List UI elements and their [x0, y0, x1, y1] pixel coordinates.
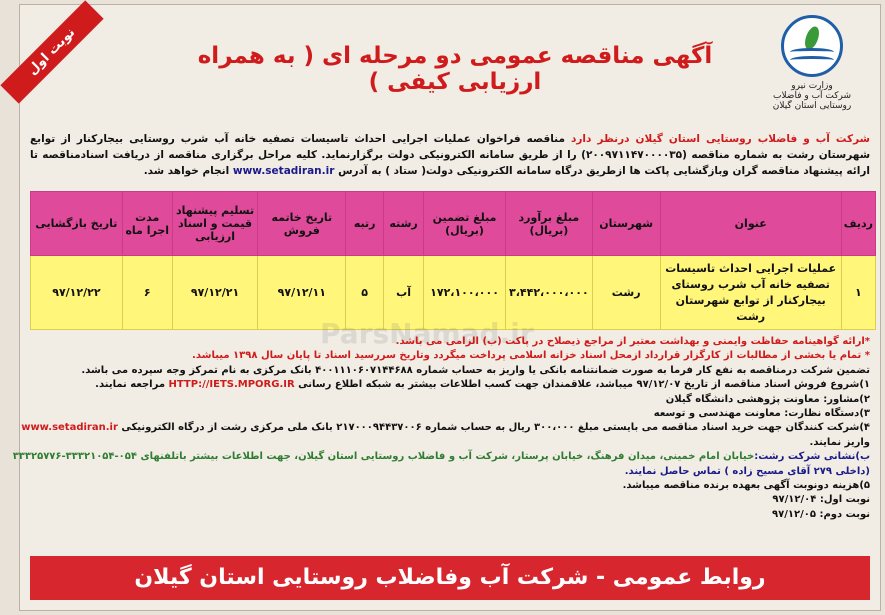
wave-icon — [790, 48, 834, 56]
watermark: ParsNamad.ir — [320, 317, 534, 350]
cell-city: رشت — [592, 256, 660, 330]
note-extension: (داخلی ۲۷۹ آقای مسیح زاده ) تماس حاصل نمایند. — [624, 465, 870, 477]
intro-body-2: (۲۰۰۹۷۱۱۴۷۰۰۰۰۳۵) را از طریق سامانه الکترونیکی دولت برگزارنماید. کلیه مراحل برگزاری مناقصه از دریافت اسنادمناقصه تا ارائه پیشنهاد مناقصه گران وبازگشایی پاکت ها ازطریق درگاه سامانه — [30, 149, 870, 177]
col-duration: مدت اجرا ماه — [122, 192, 172, 256]
note-deposit-tail: واریز نمایند. — [809, 436, 870, 448]
col-title: عنوان — [660, 192, 841, 256]
col-grade: رتبه — [346, 192, 384, 256]
ministry-label: وزارت نیرو — [791, 81, 833, 91]
note-sale-start-tail: مراجعه نمایند. — [95, 379, 166, 391]
cell-guarantee: ۱۷۲،۱۰۰،۰۰۰ — [424, 256, 506, 330]
cell-duration: ۶ — [122, 256, 172, 330]
cell-field: آب — [384, 256, 424, 330]
note-supervisor: ۳)دستگاه نظارت: معاونت مهندسی و توسعه — [653, 408, 870, 420]
col-sale-end-date: تاریخ خاتمه فروش — [258, 192, 346, 256]
note-payment-bonds: * تمام یا بخشی از مطالبات از کارگزار قرارداد ازمحل اسناد خزانه اسلامی پرداخت میگردد وتاریخ سررسید اسناد تا پایان سال ۱۳۹۸ میباشد. — [192, 350, 870, 362]
cell-sale-end-date: ۹۷/۱۲/۱۱ — [258, 256, 346, 330]
company-logo — [756, 13, 868, 121]
note-ad-cost: ۵)هزینه دونوبت آگهی بعهده برنده مناقصه میباشد. — [622, 480, 870, 492]
setadiran-link-2[interactable]: www.setadiran.ir — [21, 422, 118, 434]
note-guarantee: تضمین شرکت درمناقصه به نفع کار فرما به صورت ضمانتنامه بانکی یا واریز به حساب شماره ۴۰۰۱۱۱۰۶۰۷۱۴۴۶۸۸ بانک مرکزی به نام تمرکز وجه سپرده می باشد. — [81, 364, 870, 376]
note-sale-start — [30, 378, 870, 392]
col-guarantee: مبلغ تضمین (بریال) — [424, 192, 506, 256]
col-opening-date: تاریخ بازگشایی — [31, 192, 123, 256]
first-publication-badge: نوبت اول — [0, 0, 103, 103]
company-name-label: شرکت آب و فاضلاب روستایی استان گیلان — [772, 91, 852, 111]
col-submission-date: تسلیم پیشنهاد قیمت و اسناد ارزیابی — [172, 192, 258, 256]
table-header-row — [31, 192, 876, 256]
note-document-fee-text: ۴)شرکت کنندگان جهت خرید اسناد مناقصه می بایستی مبلغ ۳۰۰،۰۰۰ ریال به حساب شماره ۲۱۷۰۰۰۹۴۴۳۷۰۰۶ بانک ملی مرکزی رشت از درگاه الکترونیکی — [121, 422, 870, 434]
iets-link[interactable]: HTTP://IETS.MPORG.IR — [168, 379, 295, 391]
note-second-date: نوبت دوم: ۹۷/۱۲/۰۵ — [772, 508, 870, 520]
notes-section — [12, 335, 870, 522]
intro-paragraph — [30, 131, 870, 179]
intro-body-1: مناقصه فراخوان عملیات اجرایی احداث تاسیسات تصفیه خانه آب شرب روستایی بیجارکنار از توابع شهرستان رشت به شماره مناقصه — [30, 133, 871, 161]
note-document-fee — [21, 421, 870, 435]
col-city: شهرستان — [592, 192, 660, 256]
cell-grade: ۵ — [346, 256, 384, 330]
cell-opening-date: ۹۷/۱۲/۲۲ — [31, 256, 123, 330]
col-field: رشته — [384, 192, 424, 256]
note-first-date: نوبت اول: ۹۷/۱۲/۰۴ — [772, 494, 870, 506]
tender-table — [30, 191, 876, 330]
cell-title: عملیات اجرایی احداث تاسیسات تصفیه خانه آب شرب روستای بیجارکنار از توابع شهرستان رشت — [660, 256, 841, 330]
page-title: آگهی مناقصه عمومی دو مرحله ای ( به همراه ارزیابی کیفی ) — [197, 43, 713, 95]
cell-row-number: ۱ — [841, 256, 875, 330]
note-safety-certificate: *ارائه گواهینامه حفاظت وایمنی و بهداشت معتبر از مراجع ذیصلاح در پاکت (ب) الزامی می باشد. — [395, 336, 870, 347]
note-sale-start-text: ۱)شروع فروش اسناد مناقصه از تاریخ ۹۷/۱۲/۰۷ میباشد، علاقمندان جهت کسب اطلاعات بیشتر به شبکه اطلاع رسانی — [298, 379, 870, 391]
intro-body-3: الکترونیکی دولت( ستاد ) به آدرس — [338, 165, 513, 177]
tender-advertisement — [12, 4, 881, 611]
intro-body-4: انجام خواهد شد. — [143, 165, 233, 177]
intro-lead: شرکت آب و فاضلاب روستایی استان گیلان درنظر دارد — [570, 133, 870, 145]
note-consultant: ۲)مشاور: معاونت پژوهشی دانشگاه گیلان — [665, 393, 870, 405]
cell-submission-date: ۹۷/۱۲/۲۱ — [172, 256, 258, 330]
water-drop-icon — [781, 15, 843, 77]
col-row-number: ردیف — [841, 192, 875, 256]
note-address — [12, 450, 870, 464]
wave-icon — [790, 56, 834, 64]
setadiran-link[interactable]: www.setadiran.ir — [232, 165, 335, 177]
public-relations-footer: روابط عمومی - شرکت آب وفاضلاب روستایی استان گیلان — [30, 556, 870, 600]
cell-estimate: ۳،۴۴۲،۰۰۰،۰۰۰ — [506, 256, 593, 330]
note-address-text: خیابان امام خمینی، میدان فرهنگ، خیابان پرستار، شرکت آب و فاضلاب روستایی استان گیلان، جهت اطلاعات بیشتر باتلفنهای ۰۵۴-۳۳۳۲۱۰۵۴-۳۳۳۲۵۷۷۶ — [12, 451, 755, 463]
col-estimate: مبلغ برآورد (بریال) — [506, 192, 593, 256]
note-address-label: ب)نشانی شرکت رشت: — [754, 451, 870, 463]
